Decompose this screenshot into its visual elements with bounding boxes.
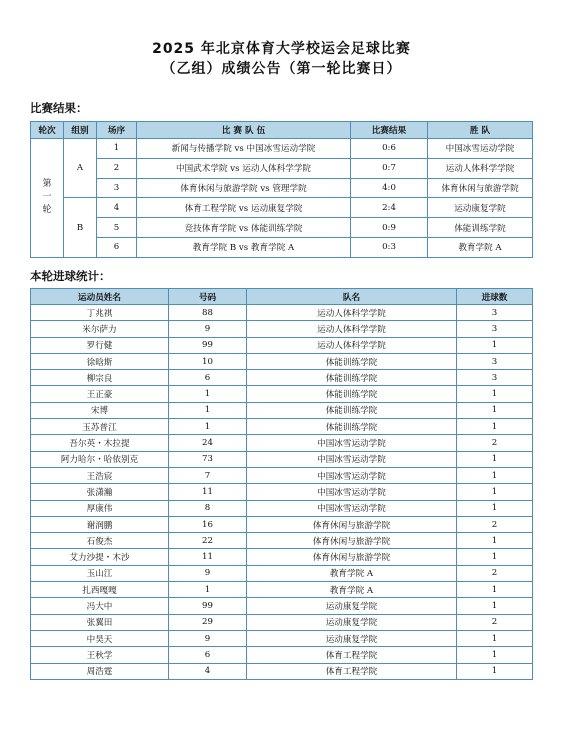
- match-winner: 运动人体科学学院: [428, 158, 533, 178]
- round-cell: [31, 139, 64, 258]
- player-number: 99: [169, 337, 247, 353]
- player-name: 王秋学: [31, 647, 169, 663]
- table-row: [31, 321, 533, 337]
- player-name: 米尔萨力: [31, 321, 169, 337]
- player-number: 88: [169, 305, 247, 321]
- player-team: 运动人体科学学院: [247, 305, 457, 321]
- player-number: 11: [169, 549, 247, 565]
- player-team: 体能训练学院: [247, 402, 457, 418]
- player-goals: 2: [457, 565, 533, 581]
- player-goals: 1: [457, 582, 533, 598]
- scorers-table: [30, 288, 533, 680]
- table-row: [31, 614, 533, 630]
- player-number: 6: [169, 370, 247, 386]
- player-team: 体育休闲与旅游学院: [247, 516, 457, 532]
- header-teams: 比 赛 队 伍: [137, 122, 351, 139]
- player-goals: 1: [457, 663, 533, 679]
- page-title: 2025 年北京体育大学校运会足球比赛: [152, 41, 411, 57]
- player-number: 9: [169, 630, 247, 646]
- player-name: 张潇瀚: [31, 484, 169, 500]
- scorers-body: [31, 305, 533, 680]
- player-goals: 1: [457, 647, 533, 663]
- player-team: 中国冰雪运动学院: [247, 484, 457, 500]
- table-row: [31, 435, 533, 451]
- player-team: 体育工程学院: [247, 663, 457, 679]
- match-score: 0:7: [351, 158, 428, 178]
- round-char: 轮: [42, 205, 52, 216]
- table-row: [31, 630, 533, 646]
- match-no: 3: [97, 178, 137, 198]
- player-goals: 1: [457, 419, 533, 435]
- player-name: 冯大中: [31, 598, 169, 614]
- header-group: 组别: [64, 122, 97, 139]
- player-goals: 1: [457, 451, 533, 467]
- match-teams: 新闻与传播学院 vs 中国冰雪运动学院: [137, 139, 351, 159]
- player-team: 运动人体科学学院: [247, 337, 457, 353]
- match-no: 2: [97, 158, 137, 178]
- player-name: 阿力哈尔・哈依别克: [31, 451, 169, 467]
- match-no: 4: [97, 198, 137, 218]
- table-row: [31, 419, 533, 435]
- table-row: [31, 158, 533, 178]
- group-cell: A: [64, 139, 97, 198]
- player-number: 24: [169, 435, 247, 451]
- header-score: 比赛结果: [351, 122, 428, 139]
- results-header-row: [31, 122, 533, 139]
- match-teams: 体育工程学院 vs 运动康复学院: [137, 198, 351, 218]
- player-goals: 1: [457, 533, 533, 549]
- player-number: 9: [169, 321, 247, 337]
- table-row: [31, 178, 533, 198]
- player-goals: 2: [457, 516, 533, 532]
- player-goals: 1: [457, 598, 533, 614]
- player-number: 29: [169, 614, 247, 630]
- header-player-name: 运动员姓名: [31, 289, 169, 305]
- table-row: [31, 370, 533, 386]
- header-goals: 进球数: [457, 289, 533, 305]
- match-winner: 运动康复学院: [428, 198, 533, 218]
- player-goals: 3: [457, 321, 533, 337]
- table-row: [31, 598, 533, 614]
- player-number: 16: [169, 516, 247, 532]
- player-team: 体能训练学院: [247, 353, 457, 369]
- table-row: [31, 353, 533, 369]
- player-team: 中国冰雪运动学院: [247, 467, 457, 483]
- player-goals: 3: [457, 370, 533, 386]
- match-teams: 中国武术学院 vs 运动人体科学学院: [137, 158, 351, 178]
- table-row: [31, 139, 533, 159]
- player-team: 体育工程学院: [247, 647, 457, 663]
- table-row: [31, 647, 533, 663]
- match-score: 4:0: [351, 178, 428, 198]
- player-number: 99: [169, 598, 247, 614]
- player-number: 22: [169, 533, 247, 549]
- match-score: 0:6: [351, 139, 428, 159]
- header-winner: 胜 队: [428, 122, 533, 139]
- player-number: 10: [169, 353, 247, 369]
- table-row: [31, 451, 533, 467]
- player-name: 艾力沙提・木沙: [31, 549, 169, 565]
- page-subtitle: （乙组）成绩公告（第一轮比赛日）: [161, 61, 402, 77]
- player-number: 1: [169, 419, 247, 435]
- player-goals: 1: [457, 386, 533, 402]
- table-row: [31, 565, 533, 581]
- player-name: 周浩霆: [31, 663, 169, 679]
- table-row: [31, 305, 533, 321]
- player-number: 1: [169, 402, 247, 418]
- table-row: [31, 549, 533, 565]
- match-no: 5: [97, 218, 137, 238]
- table-row: [31, 386, 533, 402]
- player-team: 中国冰雪运动学院: [247, 435, 457, 451]
- player-number: 7: [169, 467, 247, 483]
- player-team: 教育学院 A: [247, 565, 457, 581]
- match-score: 2:4: [351, 198, 428, 218]
- player-name: 罗行健: [31, 337, 169, 353]
- match-winner: 中国冰雪运动学院: [428, 139, 533, 159]
- results-section-heading: 比赛结果：: [30, 101, 88, 115]
- table-row: [31, 237, 533, 257]
- table-row: [31, 582, 533, 598]
- player-team: 体能训练学院: [247, 386, 457, 402]
- table-row: [31, 663, 533, 679]
- table-row: [31, 484, 533, 500]
- player-team: 体育休闲与旅游学院: [247, 549, 457, 565]
- match-teams: 竞技体育学院 vs 体能训练学院: [137, 218, 351, 238]
- player-name: 扎西嘎嘎: [31, 582, 169, 598]
- match-score: 0:3: [351, 237, 428, 257]
- match-teams: 教育学院 B vs 教育学院 A: [137, 237, 351, 257]
- player-team: 体能训练学院: [247, 370, 457, 386]
- player-name: 玉苏普江: [31, 419, 169, 435]
- match-winner: 教育学院 A: [428, 237, 533, 257]
- player-goals: 1: [457, 402, 533, 418]
- player-goals: 3: [457, 353, 533, 369]
- player-goals: 1: [457, 500, 533, 516]
- match-no: 1: [97, 139, 137, 159]
- table-row: [31, 500, 533, 516]
- player-name: 石俊杰: [31, 533, 169, 549]
- match-winner: 体育休闲与旅游学院: [428, 178, 533, 198]
- player-number: 73: [169, 451, 247, 467]
- player-team: 体育休闲与旅游学院: [247, 533, 457, 549]
- player-name: 丁兆祺: [31, 305, 169, 321]
- player-name: 张翼田: [31, 614, 169, 630]
- player-team: 运动人体科学学院: [247, 321, 457, 337]
- round-char: 第: [42, 179, 52, 190]
- group-cell: B: [64, 198, 97, 257]
- table-row: [31, 198, 533, 218]
- stats-section-heading: 本轮进球统计：: [30, 269, 111, 283]
- player-name: 厚康伟: [31, 500, 169, 516]
- table-row: [31, 337, 533, 353]
- player-team: 运动康复学院: [247, 598, 457, 614]
- player-number: 9: [169, 565, 247, 581]
- table-row: [31, 218, 533, 238]
- player-team: 体能训练学院: [247, 419, 457, 435]
- player-name: 玉山江: [31, 565, 169, 581]
- player-name: 柳宗良: [31, 370, 169, 386]
- player-name: 中昊天: [31, 630, 169, 646]
- table-row: [31, 516, 533, 532]
- player-name: 徐晗斯: [31, 353, 169, 369]
- player-number: 1: [169, 386, 247, 402]
- match-winner: 体能训练学院: [428, 218, 533, 238]
- player-name: 宋博: [31, 402, 169, 418]
- results-table: [30, 121, 533, 258]
- player-team: 教育学院 A: [247, 582, 457, 598]
- player-number: 1: [169, 582, 247, 598]
- table-row: [31, 467, 533, 483]
- round-char: 一: [42, 192, 52, 203]
- match-score: 0:9: [351, 218, 428, 238]
- player-goals: 1: [457, 630, 533, 646]
- table-row: [31, 533, 533, 549]
- player-number: 11: [169, 484, 247, 500]
- player-name: 吾尔英・木拉提: [31, 435, 169, 451]
- header-team: 队名: [247, 289, 457, 305]
- header-number: 号码: [169, 289, 247, 305]
- player-name: 谢润鹏: [31, 516, 169, 532]
- player-goals: 1: [457, 337, 533, 353]
- player-goals: 1: [457, 467, 533, 483]
- player-team: 中国冰雪运动学院: [247, 500, 457, 516]
- player-number: 6: [169, 647, 247, 663]
- player-goals: 2: [457, 614, 533, 630]
- player-number: 4: [169, 663, 247, 679]
- match-no: 6: [97, 237, 137, 257]
- player-goals: 3: [457, 305, 533, 321]
- player-team: 运动康复学院: [247, 614, 457, 630]
- player-goals: 1: [457, 549, 533, 565]
- player-goals: 2: [457, 435, 533, 451]
- player-name: 王浩宸: [31, 467, 169, 483]
- stats-header-row: [31, 289, 533, 305]
- player-name: 王正豪: [31, 386, 169, 402]
- table-row: [31, 402, 533, 418]
- player-team: 中国冰雪运动学院: [247, 451, 457, 467]
- player-goals: 1: [457, 484, 533, 500]
- header-round: 轮次: [31, 122, 64, 139]
- header-match-no: 场序: [97, 122, 137, 139]
- match-teams: 体育休闲与旅游学院 vs 管理学院: [137, 178, 351, 198]
- player-team: 运动康复学院: [247, 630, 457, 646]
- player-number: 8: [169, 500, 247, 516]
